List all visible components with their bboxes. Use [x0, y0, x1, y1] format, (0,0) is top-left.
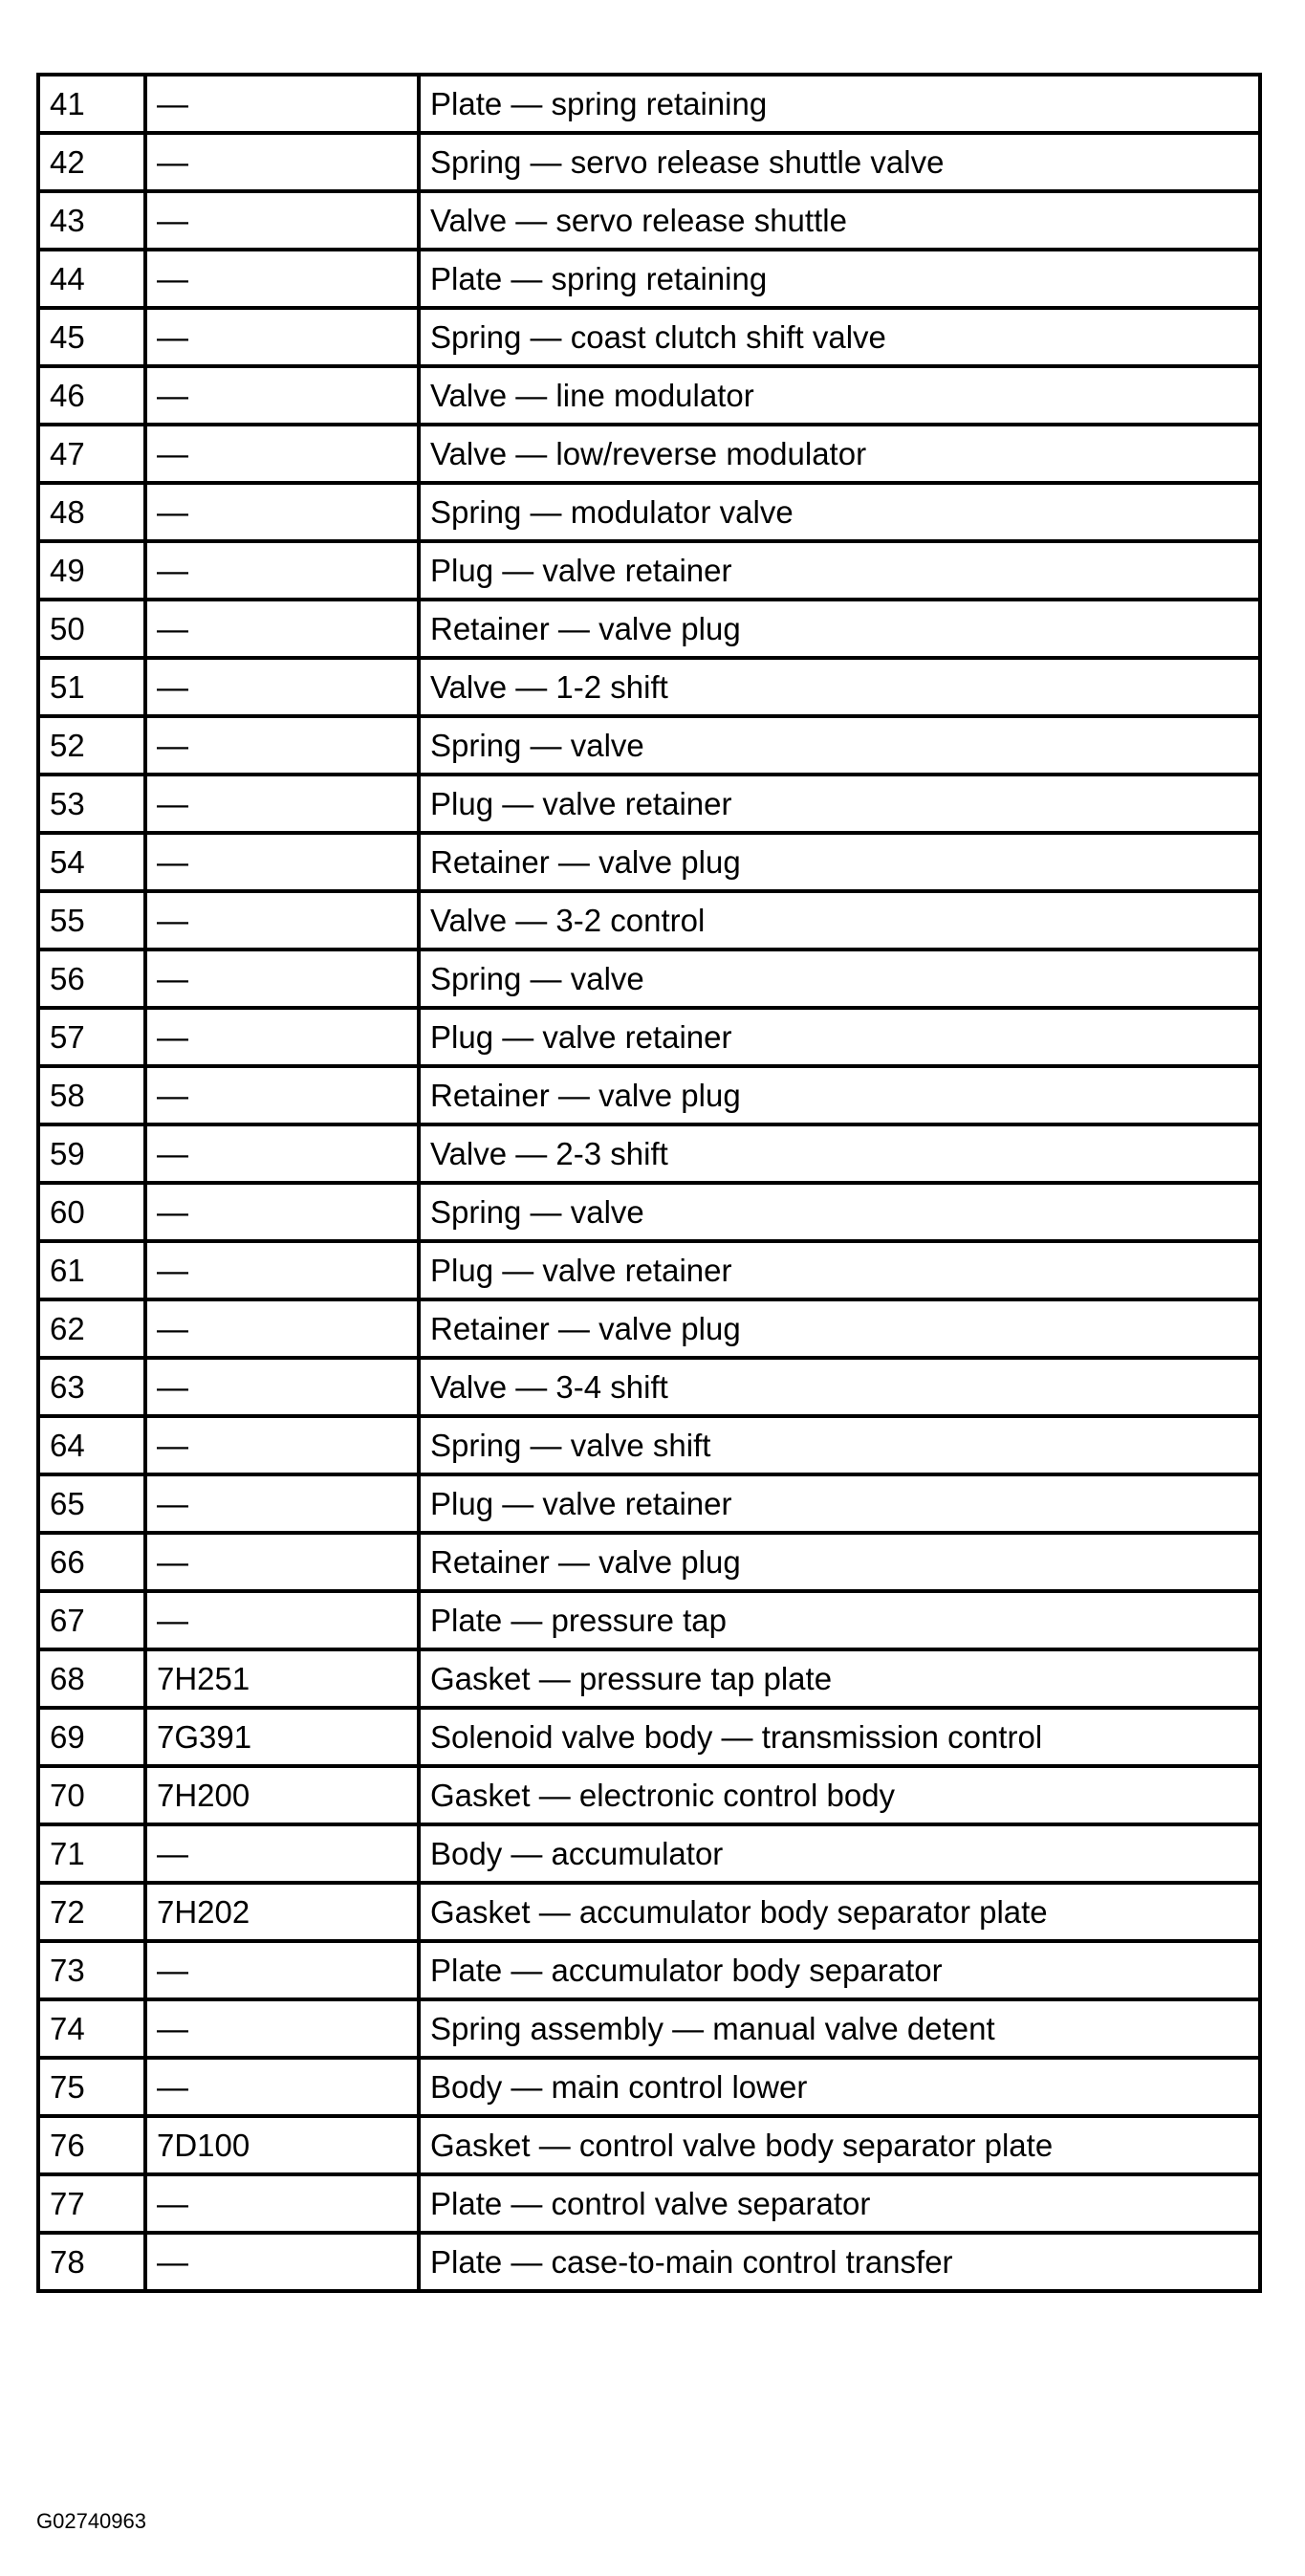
part-number-cell: — — [145, 1124, 419, 1183]
part-number-cell: — — [145, 1299, 419, 1358]
table-row — [38, 1708, 1260, 1766]
description-cell: Spring — valve — [419, 716, 1260, 775]
table-row — [38, 891, 1260, 950]
item-number-cell: 49 — [38, 541, 145, 600]
description-cell: Plate — spring retaining — [419, 75, 1260, 133]
part-number-cell: 7H200 — [145, 1766, 419, 1824]
item-number-cell: 45 — [38, 308, 145, 366]
description-cell: Retainer — valve plug — [419, 1533, 1260, 1591]
part-number-cell: — — [145, 1941, 419, 1999]
part-number-cell: — — [145, 133, 419, 191]
table-row — [38, 1183, 1260, 1241]
table-row — [38, 1124, 1260, 1183]
item-number-cell: 70 — [38, 1766, 145, 1824]
item-number-cell: 75 — [38, 2058, 145, 2116]
figure-id: G02740963 — [36, 2509, 146, 2533]
table-row — [38, 425, 1260, 483]
item-number-cell: 60 — [38, 1183, 145, 1241]
description-cell: Plug — valve retainer — [419, 1474, 1260, 1533]
item-number-cell: 55 — [38, 891, 145, 950]
description-cell: Plate — case-to-main control transfer — [419, 2233, 1260, 2291]
description-cell: Spring — valve — [419, 1183, 1260, 1241]
table-row — [38, 133, 1260, 191]
description-cell: Retainer — valve plug — [419, 833, 1260, 891]
description-cell: Valve — low/reverse modulator — [419, 425, 1260, 483]
part-number-cell: 7D100 — [145, 2116, 419, 2174]
part-number-cell: — — [145, 1474, 419, 1533]
description-cell: Plug — valve retainer — [419, 541, 1260, 600]
description-cell: Spring — modulator valve — [419, 483, 1260, 541]
table-row — [38, 2174, 1260, 2233]
item-number-cell: 74 — [38, 1999, 145, 2058]
part-number-cell: — — [145, 250, 419, 308]
table-row — [38, 191, 1260, 250]
item-number-cell: 76 — [38, 2116, 145, 2174]
table-row — [38, 1649, 1260, 1708]
description-cell: Plate — pressure tap — [419, 1591, 1260, 1649]
parts-table — [36, 73, 1262, 2293]
item-number-cell: 73 — [38, 1941, 145, 1999]
description-cell: Plate — control valve separator — [419, 2174, 1260, 2233]
table-row — [38, 1358, 1260, 1416]
description-cell: Valve — 1-2 shift — [419, 658, 1260, 716]
part-number-cell: — — [145, 1008, 419, 1066]
item-number-cell: 53 — [38, 775, 145, 833]
item-number-cell: 67 — [38, 1591, 145, 1649]
part-number-cell: — — [145, 1591, 419, 1649]
part-number-cell: — — [145, 191, 419, 250]
item-number-cell: 50 — [38, 600, 145, 658]
description-cell: Retainer — valve plug — [419, 600, 1260, 658]
item-number-cell: 78 — [38, 2233, 145, 2291]
part-number-cell: — — [145, 541, 419, 600]
item-number-cell: 52 — [38, 716, 145, 775]
description-cell: Plate — spring retaining — [419, 250, 1260, 308]
table-row — [38, 541, 1260, 600]
part-number-cell: — — [145, 1358, 419, 1416]
item-number-cell: 43 — [38, 191, 145, 250]
description-cell: Gasket — accumulator body separator plate — [419, 1883, 1260, 1941]
table-row — [38, 2233, 1260, 2291]
description-cell: Gasket — control valve body separator plate — [419, 2116, 1260, 2174]
item-number-cell: 72 — [38, 1883, 145, 1941]
part-number-cell: — — [145, 1824, 419, 1883]
table-row — [38, 483, 1260, 541]
part-number-cell: — — [145, 1416, 419, 1474]
description-cell: Valve — 2-3 shift — [419, 1124, 1260, 1183]
table-row — [38, 1241, 1260, 1299]
table-row — [38, 950, 1260, 1008]
table-row — [38, 308, 1260, 366]
table-row — [38, 1299, 1260, 1358]
table-row — [38, 1999, 1260, 2058]
description-cell: Valve — servo release shuttle — [419, 191, 1260, 250]
part-number-cell: — — [145, 891, 419, 950]
table-row — [38, 1008, 1260, 1066]
item-number-cell: 41 — [38, 75, 145, 133]
item-number-cell: 71 — [38, 1824, 145, 1883]
item-number-cell: 51 — [38, 658, 145, 716]
description-cell: Solenoid valve body — transmission control — [419, 1708, 1260, 1766]
item-number-cell: 69 — [38, 1708, 145, 1766]
table-row — [38, 75, 1260, 133]
part-number-cell: — — [145, 1533, 419, 1591]
part-number-cell: — — [145, 483, 419, 541]
part-number-cell: — — [145, 425, 419, 483]
part-number-cell: — — [145, 1999, 419, 2058]
description-cell: Plug — valve retainer — [419, 775, 1260, 833]
description-cell: Spring — coast clutch shift valve — [419, 308, 1260, 366]
item-number-cell: 54 — [38, 833, 145, 891]
table-row — [38, 1824, 1260, 1883]
item-number-cell: 68 — [38, 1649, 145, 1708]
table-row — [38, 1474, 1260, 1533]
item-number-cell: 62 — [38, 1299, 145, 1358]
part-number-cell: — — [145, 1183, 419, 1241]
part-number-cell: 7H251 — [145, 1649, 419, 1708]
part-number-cell: — — [145, 2058, 419, 2116]
description-cell: Plug — valve retainer — [419, 1008, 1260, 1066]
table-row — [38, 1533, 1260, 1591]
item-number-cell: 77 — [38, 2174, 145, 2233]
table-row — [38, 250, 1260, 308]
part-number-cell: — — [145, 2233, 419, 2291]
table-row — [38, 1416, 1260, 1474]
table-row — [38, 1766, 1260, 1824]
item-number-cell: 61 — [38, 1241, 145, 1299]
part-number-cell: — — [145, 833, 419, 891]
item-number-cell: 59 — [38, 1124, 145, 1183]
part-number-cell: — — [145, 775, 419, 833]
item-number-cell: 47 — [38, 425, 145, 483]
table-row — [38, 600, 1260, 658]
description-cell: Plug — valve retainer — [419, 1241, 1260, 1299]
table-row — [38, 1591, 1260, 1649]
description-cell: Spring — valve shift — [419, 1416, 1260, 1474]
table-row — [38, 2116, 1260, 2174]
part-number-cell: — — [145, 308, 419, 366]
table-row — [38, 658, 1260, 716]
item-number-cell: 46 — [38, 366, 145, 425]
part-number-cell: — — [145, 366, 419, 425]
table-row — [38, 833, 1260, 891]
description-cell: Retainer — valve plug — [419, 1066, 1260, 1124]
item-number-cell: 65 — [38, 1474, 145, 1533]
item-number-cell: 66 — [38, 1533, 145, 1591]
description-cell: Valve — line modulator — [419, 366, 1260, 425]
description-cell: Spring — valve — [419, 950, 1260, 1008]
part-number-cell: — — [145, 658, 419, 716]
description-cell: Plate — accumulator body separator — [419, 1941, 1260, 1999]
part-number-cell: — — [145, 716, 419, 775]
part-number-cell: — — [145, 600, 419, 658]
description-cell: Spring assembly — manual valve detent — [419, 1999, 1260, 2058]
parts-table-body — [38, 75, 1260, 2291]
description-cell: Valve — 3-2 control — [419, 891, 1260, 950]
description-cell: Valve — 3-4 shift — [419, 1358, 1260, 1416]
part-number-cell: — — [145, 2174, 419, 2233]
table-row — [38, 775, 1260, 833]
table-row — [38, 1941, 1260, 1999]
table-row — [38, 1883, 1260, 1941]
description-cell: Gasket — pressure tap plate — [419, 1649, 1260, 1708]
item-number-cell: 57 — [38, 1008, 145, 1066]
description-cell: Retainer — valve plug — [419, 1299, 1260, 1358]
item-number-cell: 64 — [38, 1416, 145, 1474]
part-number-cell: — — [145, 75, 419, 133]
item-number-cell: 48 — [38, 483, 145, 541]
table-row — [38, 1066, 1260, 1124]
item-number-cell: 58 — [38, 1066, 145, 1124]
item-number-cell: 63 — [38, 1358, 145, 1416]
part-number-cell: — — [145, 1066, 419, 1124]
item-number-cell: 56 — [38, 950, 145, 1008]
description-cell: Spring — servo release shuttle valve — [419, 133, 1260, 191]
item-number-cell: 44 — [38, 250, 145, 308]
part-number-cell: — — [145, 1241, 419, 1299]
description-cell: Body — main control lower — [419, 2058, 1260, 2116]
description-cell: Gasket — electronic control body — [419, 1766, 1260, 1824]
table-row — [38, 716, 1260, 775]
part-number-cell: — — [145, 950, 419, 1008]
table-row — [38, 2058, 1260, 2116]
table-row — [38, 366, 1260, 425]
part-number-cell: 7H202 — [145, 1883, 419, 1941]
description-cell: Body — accumulator — [419, 1824, 1260, 1883]
item-number-cell: 42 — [38, 133, 145, 191]
part-number-cell: 7G391 — [145, 1708, 419, 1766]
